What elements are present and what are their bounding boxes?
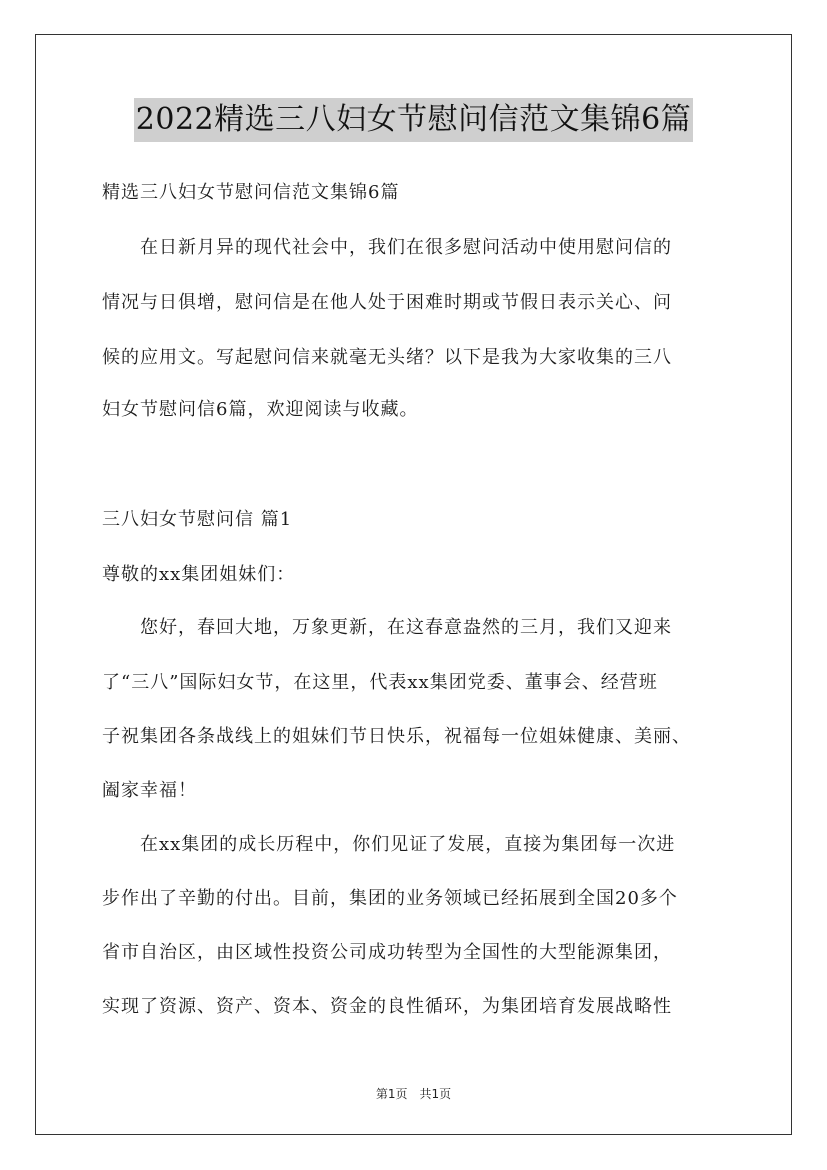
body-line: 您好，春回大地，万象更新，在这春意盎然的三月，我们又迎来 (102, 617, 672, 638)
subtitle-line: 精选三八妇女节慰问信范文集锦6篇 (102, 182, 400, 203)
body-line: 实现了资源、资产、资本、资金的良性循环，为集团培育发展战略性 (102, 996, 672, 1017)
body-line: 子祝集团各条战线上的姐妹们节日快乐，祝福每一位姐妹健康、美丽、 (102, 726, 691, 747)
section-heading: 三八妇女节慰问信 篇1 (102, 509, 293, 530)
body-line: 阖家幸福！ (102, 780, 197, 801)
body-line: 省市自治区，由区域性投资公司成功转型为全国性的大型能源集团， (102, 942, 672, 963)
page-footer: 第1页 共1页 (375, 1087, 452, 1101)
body-line: 了“三八”国际妇女节，在这里，代表xx集团党委、董事会、经营班 (102, 672, 658, 693)
document-title: 2022精选三八妇女节慰问信范文集锦6篇 (134, 98, 693, 142)
body-line: 步作出了辛勤的付出。目前，集团的业务领域已经拓展到全国20多个 (102, 888, 678, 909)
body-line: 候的应用文。写起慰问信来就毫无头绪？以下是我为大家收集的三八 (102, 347, 672, 368)
body-line: 在日新月异的现代社会中，我们在很多慰问活动中使用慰问信的 (102, 237, 672, 258)
body-line: 妇女节慰问信6篇，欢迎阅读与收藏。 (102, 399, 419, 420)
body-line: 情况与日俱增，慰问信是在他人处于困难时期或节假日表示关心、问 (102, 292, 672, 313)
salutation: 尊敬的xx集团姐妹们： (102, 564, 296, 585)
body-line: 在xx集团的成长历程中，你们见证了发展，直接为集团每一次进 (102, 834, 676, 855)
title-container (0, 98, 827, 142)
